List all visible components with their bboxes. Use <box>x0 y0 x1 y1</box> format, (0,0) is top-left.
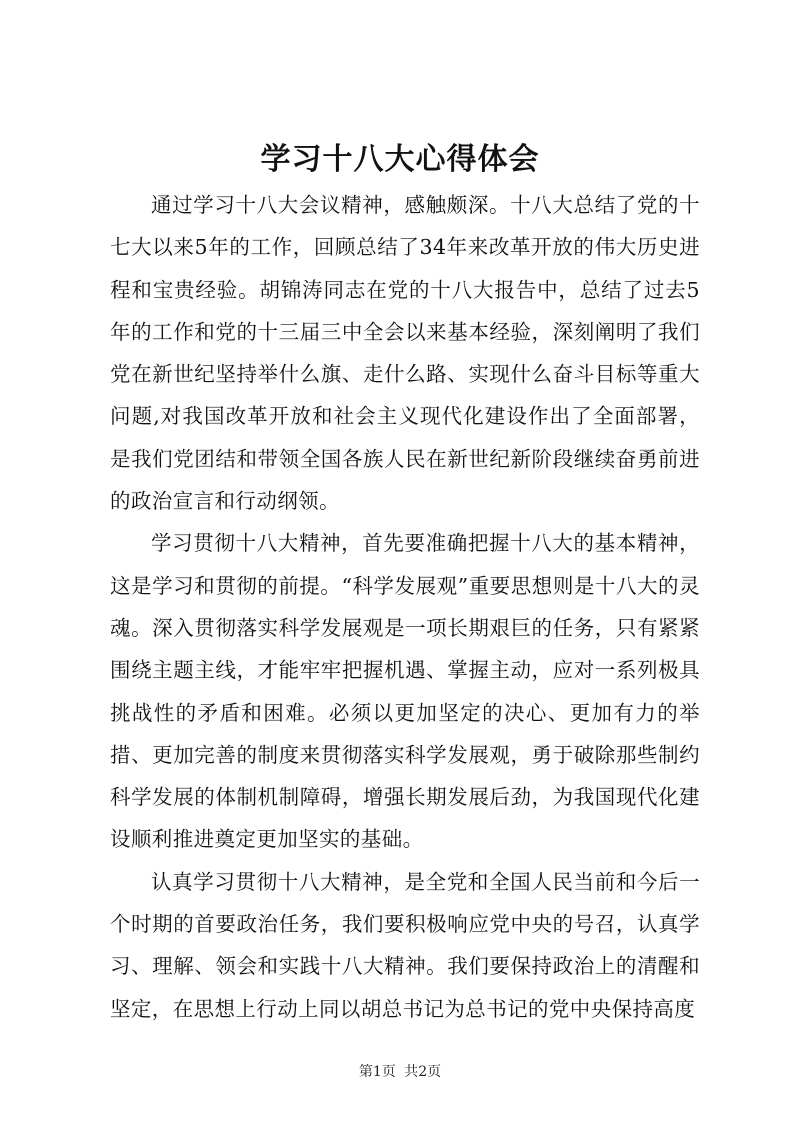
paragraph-2: 学习贯彻十八大精神，首先要准确把握十八大的基本精神，这是学习和贯彻的前提。“科学发展观”重要思想则是十八大的灵魂。深入贯彻落实科学发展观是一项长期艰巨的任务，只有紧紧围绕主题主线，才能牢牢把握机遇、掌握主动，应对一系列极具挑战性的矛盾和困难。必须以更加坚定的决心、更加有力的举措、更加完善的制度来贯彻落实科学发展观，勇于破除那些制约科学发展的体制机制障碍，增强长期发展后劲，为我国现代化建设顺利推进奠定更加坚实的基础。 <box>110 531 700 852</box>
paragraph-1: 通过学习十八大会议精神，感触颇深。十八大总结了党的十七大以来5年的工作，回顾总结了34年来改革开放的伟大历史进程和宝贵经验。胡锦涛同志在党的十八大报告中，总结了过去5年的工作和党的十三届三中全会以来基本经验，深刻阐明了我们党在新世纪坚持举什么旗、走什么路、实现什么奋斗目标等重大问题,对我国改革开放和社会主义现代化建设作出了全面部署，是我们党团结和带领全国各族人民在新世纪新阶段继续奋勇前进的政治宣言和行动纲领。 <box>110 193 700 514</box>
page-number: 第1页 <box>358 1064 396 1080</box>
document-title: 学习十八大心得体会 <box>260 142 540 177</box>
paragraph-3: 认真学习贯彻十八大精神，是全党和全国人民当前和今后一个时期的首要政治任务，我们要积极响应党中央的号召，认真学习、理解、领会和实践十八大精神。我们要保持政治上的清醒和坚定，在思想上行动上同以胡总书记为总书记的党中央保持高度 <box>110 869 700 1021</box>
page-footer <box>0 1062 800 1082</box>
document-body <box>110 184 700 1030</box>
page-total: 共2页 <box>404 1064 442 1080</box>
